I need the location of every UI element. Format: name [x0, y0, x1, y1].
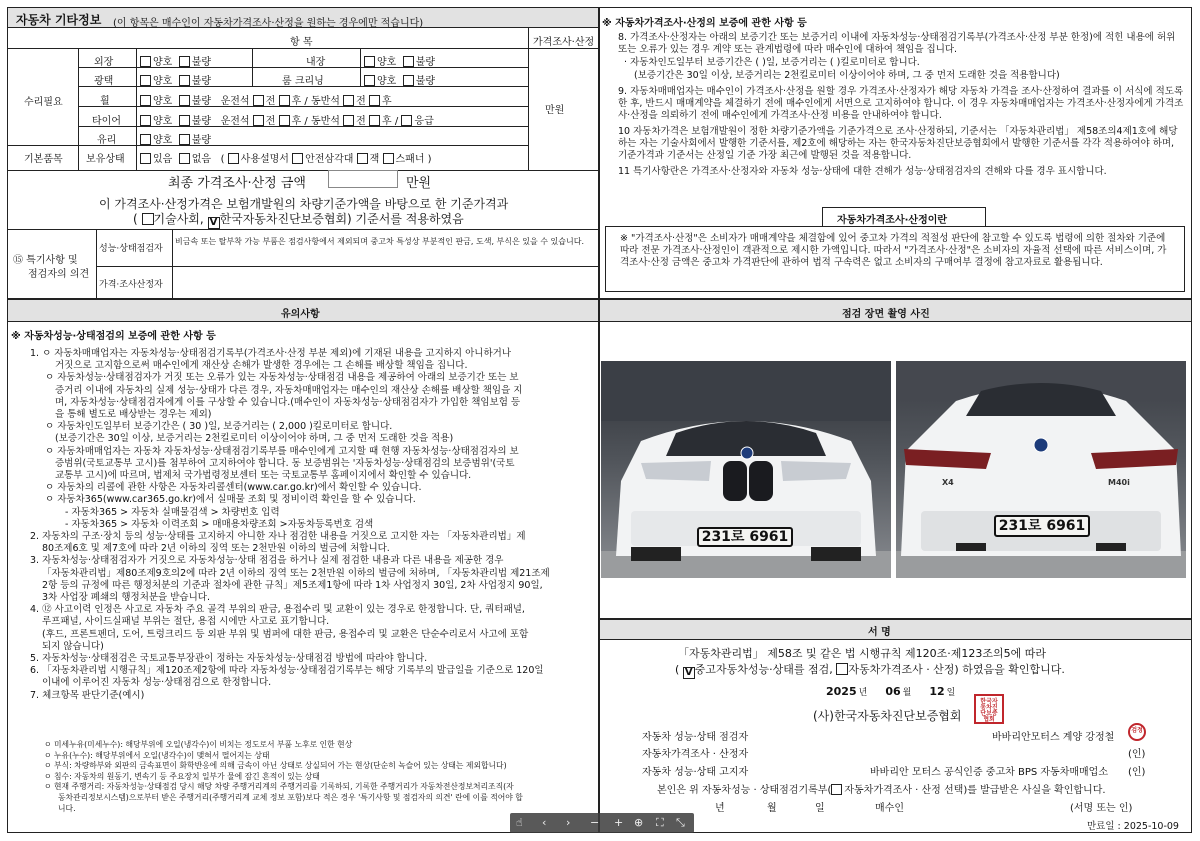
sign-price-checkbox[interactable] [836, 663, 848, 675]
expiry-date: 만료일 : 2025-10-09 [1087, 821, 1179, 832]
tire-driver-rear-checkbox[interactable] [279, 115, 290, 126]
note-1i: ㅇ 자동차매매업자는 자동차 자동차성능·상태점검기록부를 매수인에게 고지할 때 현행 자동차성능·상태점검자의 보 [45, 445, 519, 457]
front-plate: 231로 6961 [697, 527, 793, 547]
note-4d: 되지 않습니다) [42, 640, 104, 652]
note-1a: 1. ㅇ 자동차매매업자는 자동차성능·상태점검기록부(가격조사·산정 부분 제외)에 기재된 내용을 고지하지 아니하거나 [30, 348, 512, 359]
confirm-price-checkbox[interactable] [831, 784, 842, 795]
buyer-day-label: 일 [815, 803, 825, 814]
note-3c: 2항 등의 규정에 따른 행정처분의 기준과 절차에 관한 규칙」제5조제1항에 따라 1차 사업정지 30일, 2차 사업정지 90일, [42, 579, 543, 591]
wheel-passenger-front-checkbox[interactable] [343, 95, 354, 106]
note-2b: 80조제6호 및 제7호에 따라 2년 이하의 징역 또는 2천만원 이하의 벌금에 처합니다. [42, 543, 390, 555]
tire-driver-front-checkbox[interactable] [253, 115, 264, 126]
interior-bad-checkbox[interactable] [403, 56, 414, 67]
special-label-1: ⑮ 특기사항 및 [13, 255, 78, 266]
wheel-driver-front-checkbox[interactable] [253, 95, 264, 106]
owned-none-checkbox[interactable] [179, 153, 190, 164]
note-4c: (후드, 프론트펜더, 도어, 트렁크리드 등 외판 부위 및 범퍼에 대한 판금, 용접수리 및 교환은 단순수리로서 사고에 포함 [42, 628, 529, 640]
special-label-2: 점검자의 의견 [28, 269, 90, 280]
fit-page-icon[interactable]: ⛶ [656, 816, 664, 829]
item-9: 9. 자동차매매업자는 매수인이 가격조사·산정을 원할 경우 가격조사·산정자가 해당 자동차 가격을 조사·산정하여 결과를 이 서식에 적도록 한 후, 반드시 매매계약을 체결하기 전에 매수인에게 서면으로 고지하여야 합니다. 이 경우 자동차매매업자는 가격조사·산정자에게 가격조사·산정을 의뢰하기 전에 매수인에게 가격조사·산정 비용을 안내하여야 합니다. [618, 86, 1184, 121]
jack-checkbox[interactable] [357, 153, 368, 164]
inspector-seal: 검정 [1128, 723, 1146, 741]
photos-header-title: 점검 장면 촬영 사진 [842, 309, 930, 320]
row-tire-label: 타이어 [92, 116, 121, 127]
interior-good-checkbox[interactable] [364, 56, 375, 67]
note-1m: ㅇ 자동차365(www.car365.go.kr)에서 실매물 조회 및 정비이력 확인을 할 수 있습니다. [45, 494, 416, 506]
sign-year: 2025 [826, 685, 857, 698]
final-price-input[interactable] [328, 170, 398, 188]
sign-line1: 「자동차관리법」 제58조 및 같은 법 시행규칙 제120조·제123조의5에 따라 [678, 647, 1046, 660]
inspector-label: 자동차 성능·상태 점검자 [642, 732, 749, 743]
wheel-driver-rear-checkbox[interactable] [279, 95, 290, 106]
note-3b: 「자동차관리법」제80조제9호의2에 따라 2년 이하의 징역 또는 2천만원 이하의 벌금에 처하며, 「자동차관리법 제21조제 [42, 567, 550, 579]
col-items: 항 목 [290, 37, 313, 48]
notes-header-title: 유의사항 [281, 309, 320, 320]
zoom-in-icon[interactable]: + [614, 816, 624, 829]
tire-passenger-rear-checkbox[interactable] [369, 115, 380, 126]
final-price-unit: 만원 [406, 176, 432, 191]
criteria-f: 동차관리정보시스템)으로부터 받은 주행거리(주행거리계 교체 정보 포함)보다 적은 경우 '특기사항 및 점검자의 의견' 란에 이를 적어야 합 [58, 792, 523, 802]
row-interior-label: 내장 [306, 57, 326, 68]
group-repair: 수리필요 [24, 97, 63, 108]
etc-info-note: (이 항목은 매수인이 자동차가격조사·산정을 원하는 경우에만 적습니다) [113, 18, 424, 29]
criteria-d: ㅇ 침수: 자동차의 원동기, 변속기 등 주요장치 일부가 물에 잠긴 흔적이 있는 상태 [44, 771, 320, 781]
hand-tool-icon[interactable]: ☝ [516, 816, 523, 829]
note-1e: 며, 자동차성능·상태점검자에게 이를 구상할 수 있습니다.(매수인이 자동차성능·상태점검자가 가입한 책임보험 등 [55, 396, 521, 408]
note-1g: ㅇ 자동차인도일부터 보증기간은 ( 30 )일, 보증거리는 ( 2,000 )킬로미터로 합니다. [45, 421, 393, 433]
zoom-out-icon[interactable]: − [590, 816, 600, 829]
price-guarantee-body [618, 32, 1184, 179]
note-1d: 증거리 이내에 자동차의 실제 성능·상태가 다른 경우, 자동차매매업자는 매수인의 재산상 손해를 배상할 책임을 지 [55, 384, 523, 396]
price-definition-title: 자동차가격조사·산정이란 [837, 215, 948, 226]
sign-day: 12 [929, 685, 945, 698]
front-car-photo [601, 361, 891, 578]
note-1f: 을 통해 별도로 배상받는 경우는 제외) [55, 409, 212, 421]
shrink-icon[interactable]: ⤡ [676, 816, 685, 829]
gloss-good-checkbox[interactable] [140, 75, 151, 86]
row-room-label: 룸 크리닝 [282, 76, 324, 87]
tire-passenger-front-checkbox[interactable] [343, 115, 354, 126]
criteria-b: ㅇ 누유(누수): 해당부위에서 오일(냉각수)이 맺혀서 떨어지는 상태 [44, 750, 270, 760]
criteria-a: ㅇ 미세누유(미세누수): 해당부위에 오일(냉각수)이 비치는 정도로서 부품 노후로 인한 현상 [44, 740, 353, 749]
note-1b: 거짓으로 고지함으로써 매수인에게 재산상 손해가 발생한 경우에는 그 손해를 배상할 책임을 집니다. [55, 360, 468, 372]
basis-assoc-checkbox[interactable]: V [208, 217, 220, 229]
notes-body [30, 348, 596, 702]
room-bad-checkbox[interactable] [403, 75, 414, 86]
row-gloss-label: 광택 [94, 76, 114, 87]
sign-month: 06 [885, 685, 901, 698]
notes-criteria [44, 740, 596, 814]
item-10: 10 자동차가격은 보험개발원이 정한 차량기준가액을 기준가격으로 조사·산정하되, 기준서는 「자동차관리법」 제58조의4제1호에 해당하는 자는 기술사회에서 발행한 기준서를, 제2호에 해당하는 자는 한국자동차진단보증협회에서 발행한 기준서를 각각 적용하여야 하며, 기준가격과 기준서는 산정일 기준 가장 최근에 발행된 것을 적용합니다. [618, 126, 1178, 161]
special-inspector-label: 성능·상태점검자 [99, 244, 163, 254]
note-3a: 3. 자동차성능·상태점검자가 거짓으로 자동차성능·상태 점검을 하거나 실제 점검한 내용과 다른 내용을 제공한 경우 [30, 555, 504, 567]
price-checker-label: 자동차가격조사 · 산정자 [642, 749, 749, 760]
row-wheel-label: 휠 [100, 96, 110, 107]
wheel-bad-checkbox[interactable] [179, 95, 190, 106]
buyer-sign: (서명 또는 인) [1070, 803, 1133, 814]
note-7: 7. 체크항목 판단기준(예시) [30, 689, 145, 701]
note-5: 5. 자동차성능·상태점검은 국토교통부장관이 정하는 자동차성능·상태점검 방법에 따라야 합니다. [30, 653, 428, 665]
sign-assoc: (사)한국자동차진단보증협회 [813, 709, 962, 723]
note-6a: 6. 「자동차관리법 시행규칙」제120조제2항에 따라 자동차성능·상태점검기록부는 해당 기록부의 발급일을 기준으로 120일 [30, 665, 544, 677]
target-icon[interactable]: ⊕ [634, 816, 644, 829]
spanner-checkbox[interactable] [383, 153, 394, 164]
prev-page-icon[interactable]: ‹ [542, 816, 547, 829]
item-8: 8. 가격조사·산정자는 아래의 보증기간 또는 보증거리 이내에 자동차성능·상태점검기록부(가격조사·산정 부분 한정)에 적힌 내용에 허위 또는 오류가 있는 경우 계약 또는 관계법령에 따라 매수인에 대하여 책임을 집니다. [618, 32, 1176, 55]
triangle-checkbox[interactable] [292, 153, 303, 164]
note-1l: ㅇ 자동차의 리콜에 관한 사항은 자동차리콜센터(www.car.go.kr)에서 확인할 수 있습니다. [45, 482, 422, 494]
item-11: 11 특기사항란은 가격조사·산정자와 자동차 성능·상태에 대한 견해가 성능·상태점검자의 견해와 다를 경우 표시합니다. [618, 166, 1107, 177]
price-unit: 만원 [545, 105, 565, 116]
sign-header [600, 620, 1191, 640]
tire-emergency-checkbox[interactable] [401, 115, 412, 126]
next-page-icon[interactable]: › [566, 816, 571, 829]
note-2a: 2. 자동차의 구조·장치 등의 성능·상태를 고지하지 아니한 자나 점검한 내용을 거짓으로 고지한 자는 「자동차관리법」제 [30, 531, 526, 543]
sign-header-title: 서 명 [868, 627, 891, 638]
wheel-passenger-rear-checkbox[interactable] [369, 95, 380, 106]
tire-good-checkbox[interactable] [140, 115, 151, 126]
owned-have-checkbox[interactable] [140, 153, 151, 164]
note-1c: ㅇ 자동차성능·상태점검자가 거짓 또는 오류가 있는 자동차성능·상태점검 내용을 제공하여 아래의 보증기간 또는 보 [45, 372, 519, 384]
buyer-month-label: 월 [767, 803, 777, 814]
note-4a: 4. ⑫ 사고이력 인정은 사고로 자동차 주요 골격 부위의 판금, 용접수리 및 교환이 있는 경우로 한정합니다. 단, 쿼터패널, [30, 604, 525, 616]
criteria-g: 니다. [58, 803, 76, 813]
rear-plate: 231로 6961 [994, 515, 1090, 537]
rear-badge-m: M40i [1108, 478, 1130, 487]
wheel-good-checkbox[interactable] [140, 95, 151, 106]
glass-bad-checkbox[interactable] [179, 134, 190, 145]
note-3d: 3차 사업장 폐쇄의 행정처분을 받습니다. [42, 592, 210, 604]
special-price-label: 가격·조사산정자 [99, 280, 163, 290]
basis-line1: 이 가격조사·산정가격은 보험개발원의 차량기준가액을 바탕으로 한 기준가격과 [99, 197, 509, 211]
note-1o: - 자동차365 > 자동차 이력조회 > 매매용차량조회 >자동차등록번호 검색 [65, 518, 374, 530]
inspector-value: 바바리안모터스 계양 강정철 [992, 732, 1115, 743]
note-1j: 증범위(국토교통부 고시)를 첨부하여 고지하여야 합니다. 동 보증범위는 '자동차성능·상태점검의 보증범위'(국토 [55, 457, 515, 469]
price-definition-text: ※ "가격조사·산정"은 소비자가 매매계약을 체결함에 있어 중고차 가격의 적절성 판단에 참고할 수 있도록 법령에 의한 절차와 기준에 따라 전문 가격조사·산정인이 객관적으로 제시한 가액입니다. 따라서 "가격조사·산정"은 소비자의 자율적 선택에 따른 서비스이며, 가격조사·산정 금액은 중고차 가격판단에 관하여 법적 구속력은 없고 소비자의 구매여부 결정에 참고자료로 활용됩니다. [620, 233, 1167, 268]
row-owned-label: 보유상태 [86, 154, 125, 165]
price-guarantee-title: ※ 자동차가격조사·산정의 보증에 관한 사항 등 [602, 18, 807, 29]
row-exterior-label: 외장 [94, 57, 114, 68]
criteria-e: ㅇ 현재 주행거리: 자동차성능·상태점검 당시 해당 차량 주행거리계의 주행거리를 기록하되, 기록한 주행거리가 자동차전산정보처리조직(자 [44, 782, 514, 792]
note-1n: - 자동차365 > 자동차 실매물검색 > 차량번호 입력 [65, 506, 280, 518]
final-price-label: 최종 가격조사·산정 금액 [168, 176, 306, 191]
item-8-sub1: · 자동차인도일부터 보증기간은 ( )일, 보증거리는 ( )킬로미터로 합니다. [624, 57, 920, 68]
room-good-checkbox[interactable] [364, 75, 375, 86]
notifier-value: 바바리안 모터스 공식인증 중고차 BPS 자동차매매업소 [870, 767, 1108, 778]
rear-car-illustration [896, 361, 1186, 578]
criteria-c: ㅇ 부식: 차량하부와 외판의 금속표면이 화학반응에 의해 금속이 아닌 상태로 상실되어 가는 현상(단순히 녹슬어 있는 상태는 제외합니다) [44, 761, 507, 771]
viewer-toolbar [510, 813, 694, 833]
notifier-label: 자동차 성능·상태 고지자 [642, 767, 749, 778]
exterior-bad-checkbox[interactable] [179, 56, 190, 67]
buyer-label: 매수인 [875, 803, 904, 814]
col-price: 가격조사·산정 [533, 37, 595, 48]
rear-badge-x4: X4 [942, 478, 954, 487]
tire-bad-checkbox[interactable] [179, 115, 190, 126]
gloss-bad-checkbox[interactable] [179, 75, 190, 86]
assoc-seal: 한국자동차진단보증협회 [974, 694, 1004, 724]
basis-tech-checkbox[interactable] [142, 213, 154, 225]
glass-good-checkbox[interactable] [140, 134, 151, 145]
exterior-good-checkbox[interactable] [140, 56, 151, 67]
price-checker-seal: (인) [1128, 749, 1146, 760]
buyer-year-label: 년 [715, 803, 725, 814]
note-6b: 이내에 이루어진 자동차 성능·상태점검으로 한정합니다. [42, 677, 272, 689]
etc-info-title: 자동차 기타정보 [16, 13, 102, 27]
row-glass-label: 유리 [97, 135, 117, 146]
rear-car-photo [896, 361, 1186, 578]
note-1k: 교통부 고시)에 따르며, 법제처 국가법령정보센터 또는 국토교통부 홈페이지에서 확인할 수 있습니다. [55, 470, 472, 482]
sign-inspect-checkbox[interactable]: V [683, 667, 695, 679]
notes-title: ※ 자동차성능·상태점검의 보증에 관한 사항 등 [11, 331, 216, 342]
item-8-sub2: (보증기간은 30일 이상, 보증거리는 2천킬로미터 이상이어야 하며, 그 중 먼저 도래한 것을 적용합니다) [634, 70, 1060, 81]
note-1h: (보증기간은 30일 이상, 보증거리는 2천킬로미터 이상이어야 하며, 그 중 먼저 도래한 것을 적용) [55, 433, 454, 445]
manual-checkbox[interactable] [228, 153, 239, 164]
note-4b: 루프패널, 사이드실패널 부위는 절단, 용접 시에만 사고로 표기합니다. [42, 616, 330, 628]
special-inspector-text: 비금속 또는 탈부착 가능 부품은 점검사항에서 제외되며 중고차 특성상 부분적인 판금, 도색, 부식은 있을 수 있습니다. [175, 237, 584, 246]
notifier-seal: (인) [1128, 767, 1146, 778]
group-basic: 기본품목 [24, 154, 63, 165]
